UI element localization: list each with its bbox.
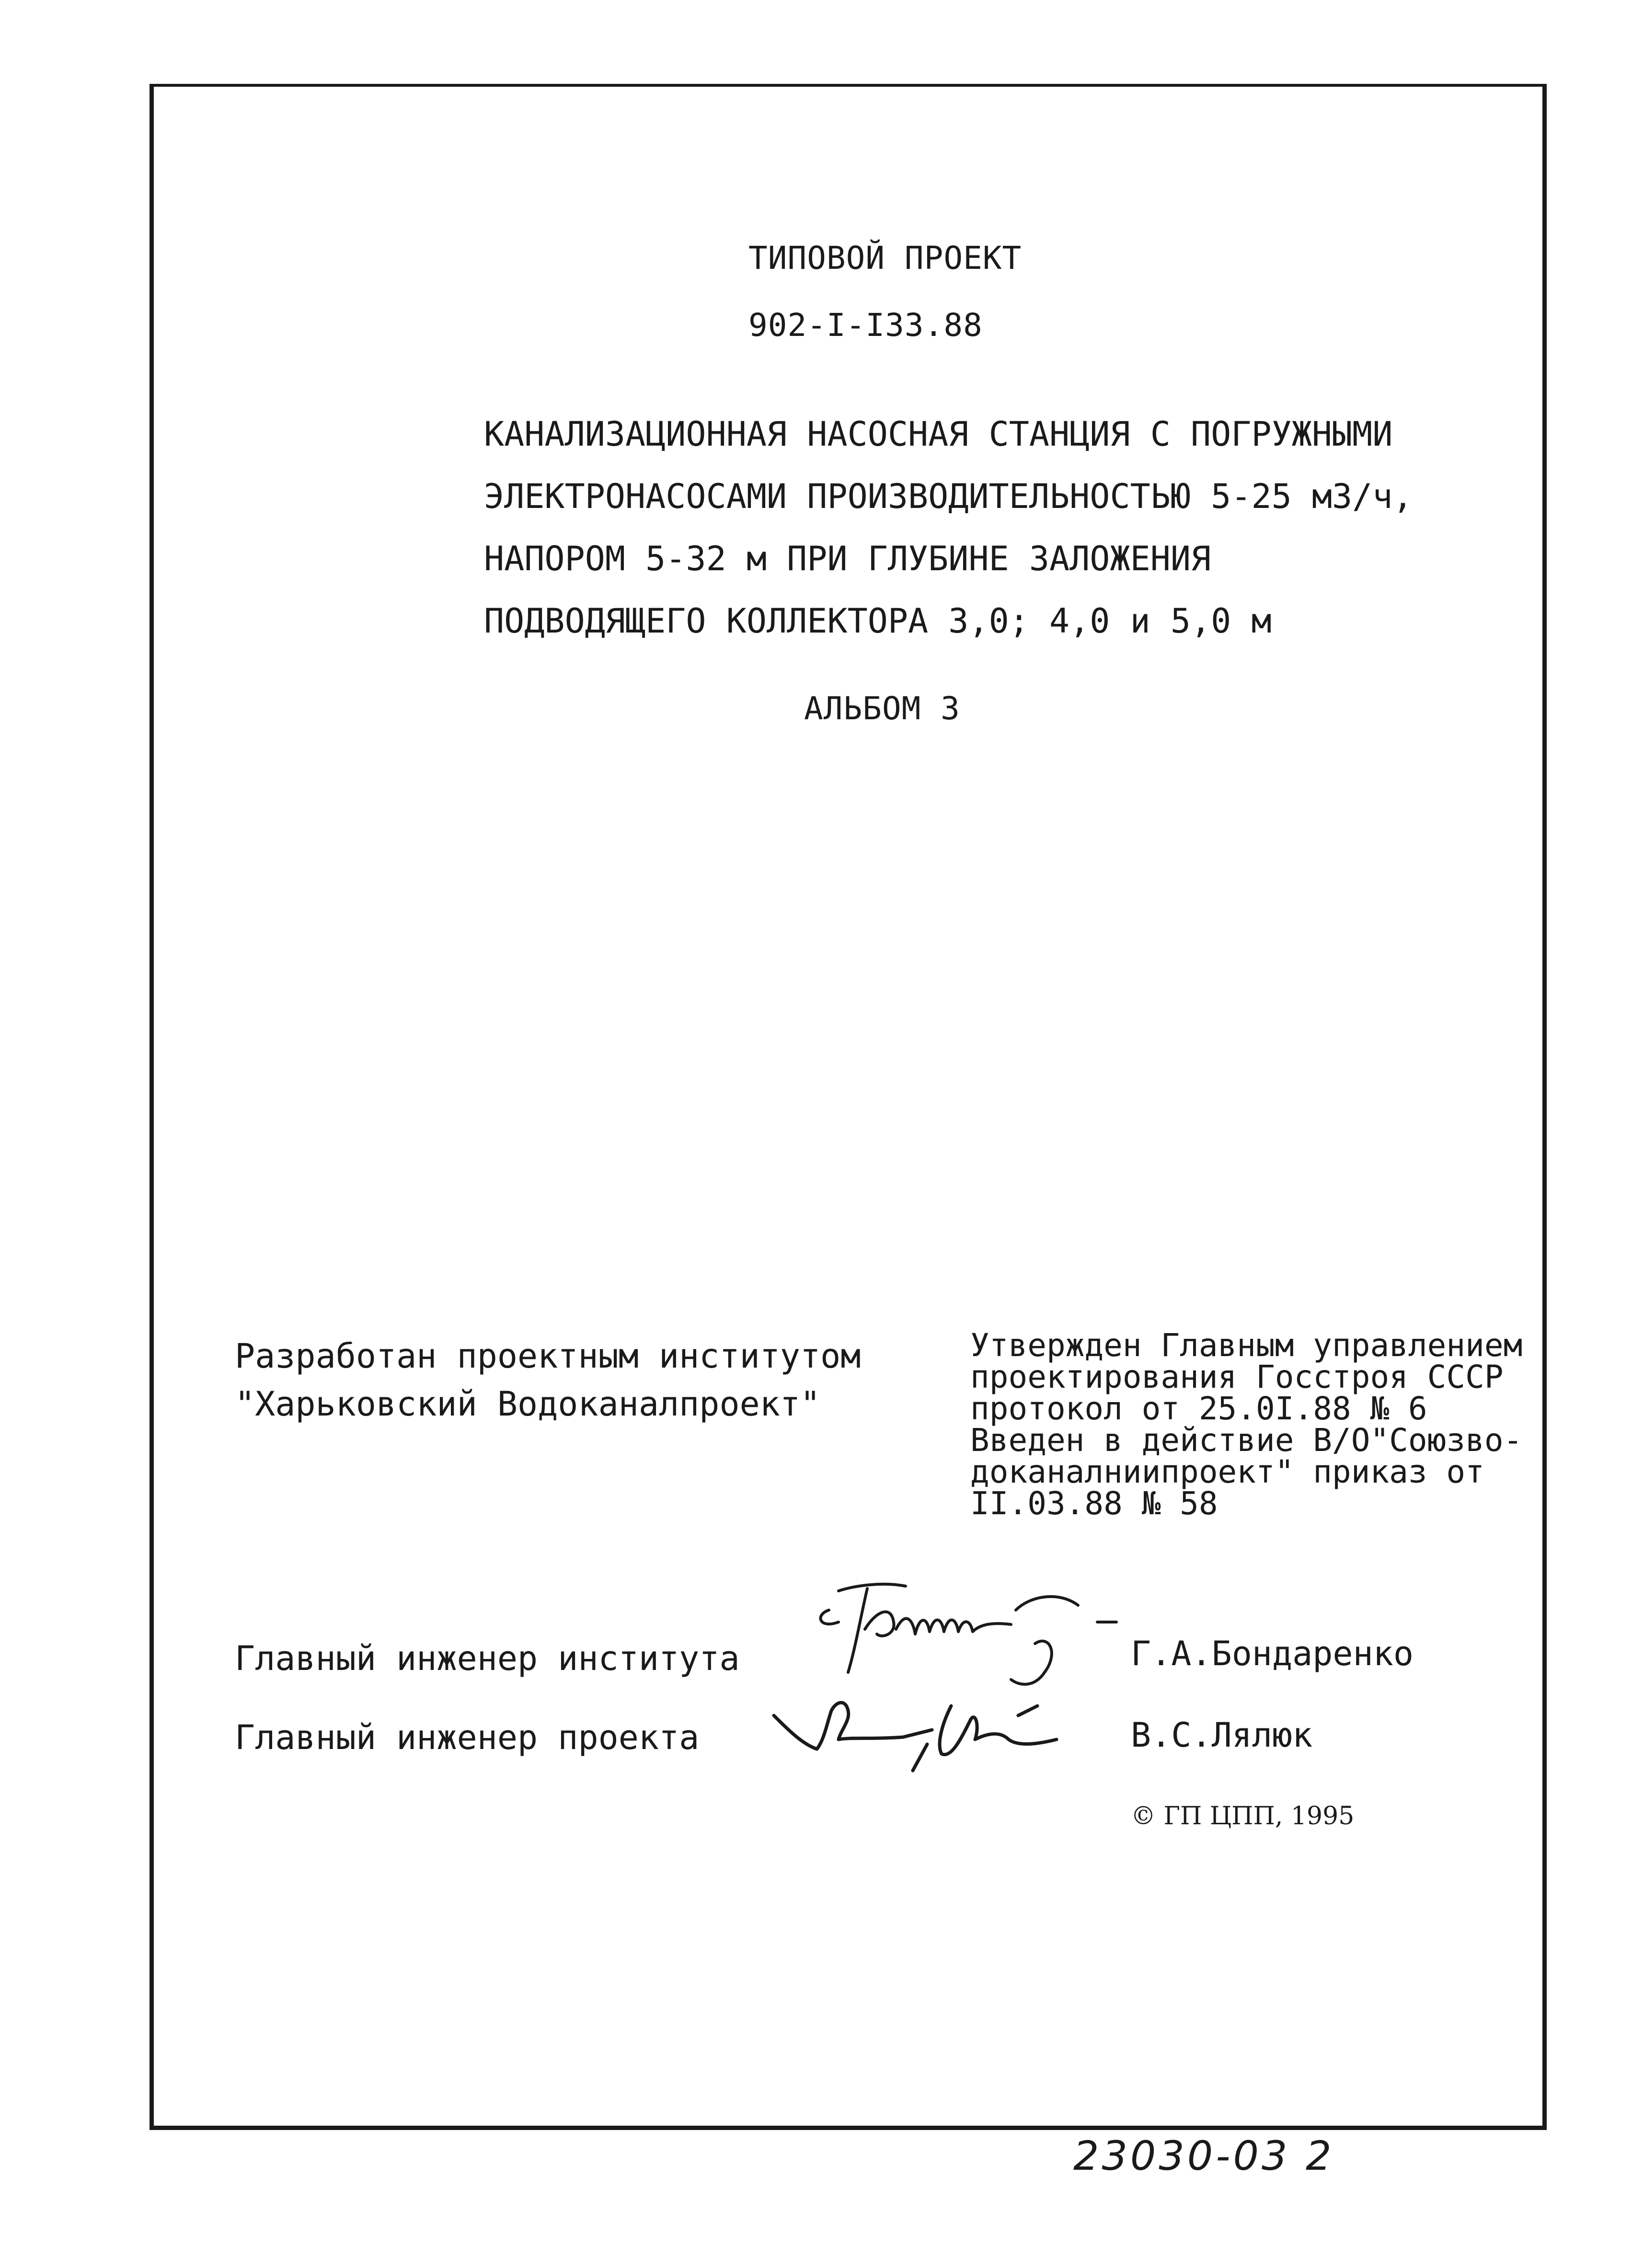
chief-engineer-institute-name: Г.А.Бондаренко	[1131, 1634, 1414, 1673]
developer-line-2: "Харьковский Водоканалпроект"	[235, 1384, 821, 1424]
chief-engineer-project-name: В.С.Лялюк	[1131, 1715, 1313, 1755]
album-label: АЛЬБОМ 3	[804, 690, 960, 727]
document-type-heading: ТИПОВОЙ ПРОЕКТ	[748, 240, 1022, 276]
copyright-notice: © ГП ЦПП, 1995	[1131, 1802, 1355, 1831]
archive-code: 23030-03 2	[1073, 2132, 1334, 2179]
approval-block	[970, 1327, 1523, 1522]
approval-line-1: Утвержден Главным управлением	[970, 1327, 1523, 1364]
signature-bondarenko	[810, 1577, 1116, 1701]
project-number: 902-I-I33.88	[748, 307, 983, 344]
title-line-2: ЭЛЕКТРОНАСОСАМИ ПРОИЗВОДИТЕЛЬНОСТЬЮ 5-25 м3/ч,	[484, 477, 1413, 516]
approval-line-4: Введен в действие В/О"Союзво-	[970, 1422, 1523, 1459]
title-line-1: КАНАЛИЗАЦИОННАЯ НАСОСНАЯ СТАНЦИЯ С ПОГРУЖНЫМИ	[484, 414, 1393, 454]
title-line-4: ПОДВОДЯЩЕГО КОЛЛЕКТОРА 3,0; 4,0 и 5,0 м	[484, 601, 1272, 641]
approval-line-6: II.03.88 № 58	[970, 1485, 1218, 1522]
developer-block	[235, 1332, 861, 1428]
chief-engineer-institute-title: Главный инженер института	[235, 1639, 740, 1678]
approval-line-5: доканалниипроект" приказ от	[970, 1453, 1484, 1490]
developer-line-1: Разработан проектным институтом	[235, 1336, 861, 1376]
approval-line-2: проектирования Госстроя СССР	[970, 1358, 1504, 1395]
signature-lyalyuk	[769, 1687, 1085, 1773]
title-line-3: НАПОРОМ 5-32 м ПРИ ГЛУБИНЕ ЗАЛОЖЕНИЯ	[484, 539, 1211, 578]
chief-engineer-project-title: Главный инженер проекта	[235, 1718, 700, 1757]
approval-line-3: протокол от 25.0I.88 № 6	[970, 1390, 1427, 1427]
